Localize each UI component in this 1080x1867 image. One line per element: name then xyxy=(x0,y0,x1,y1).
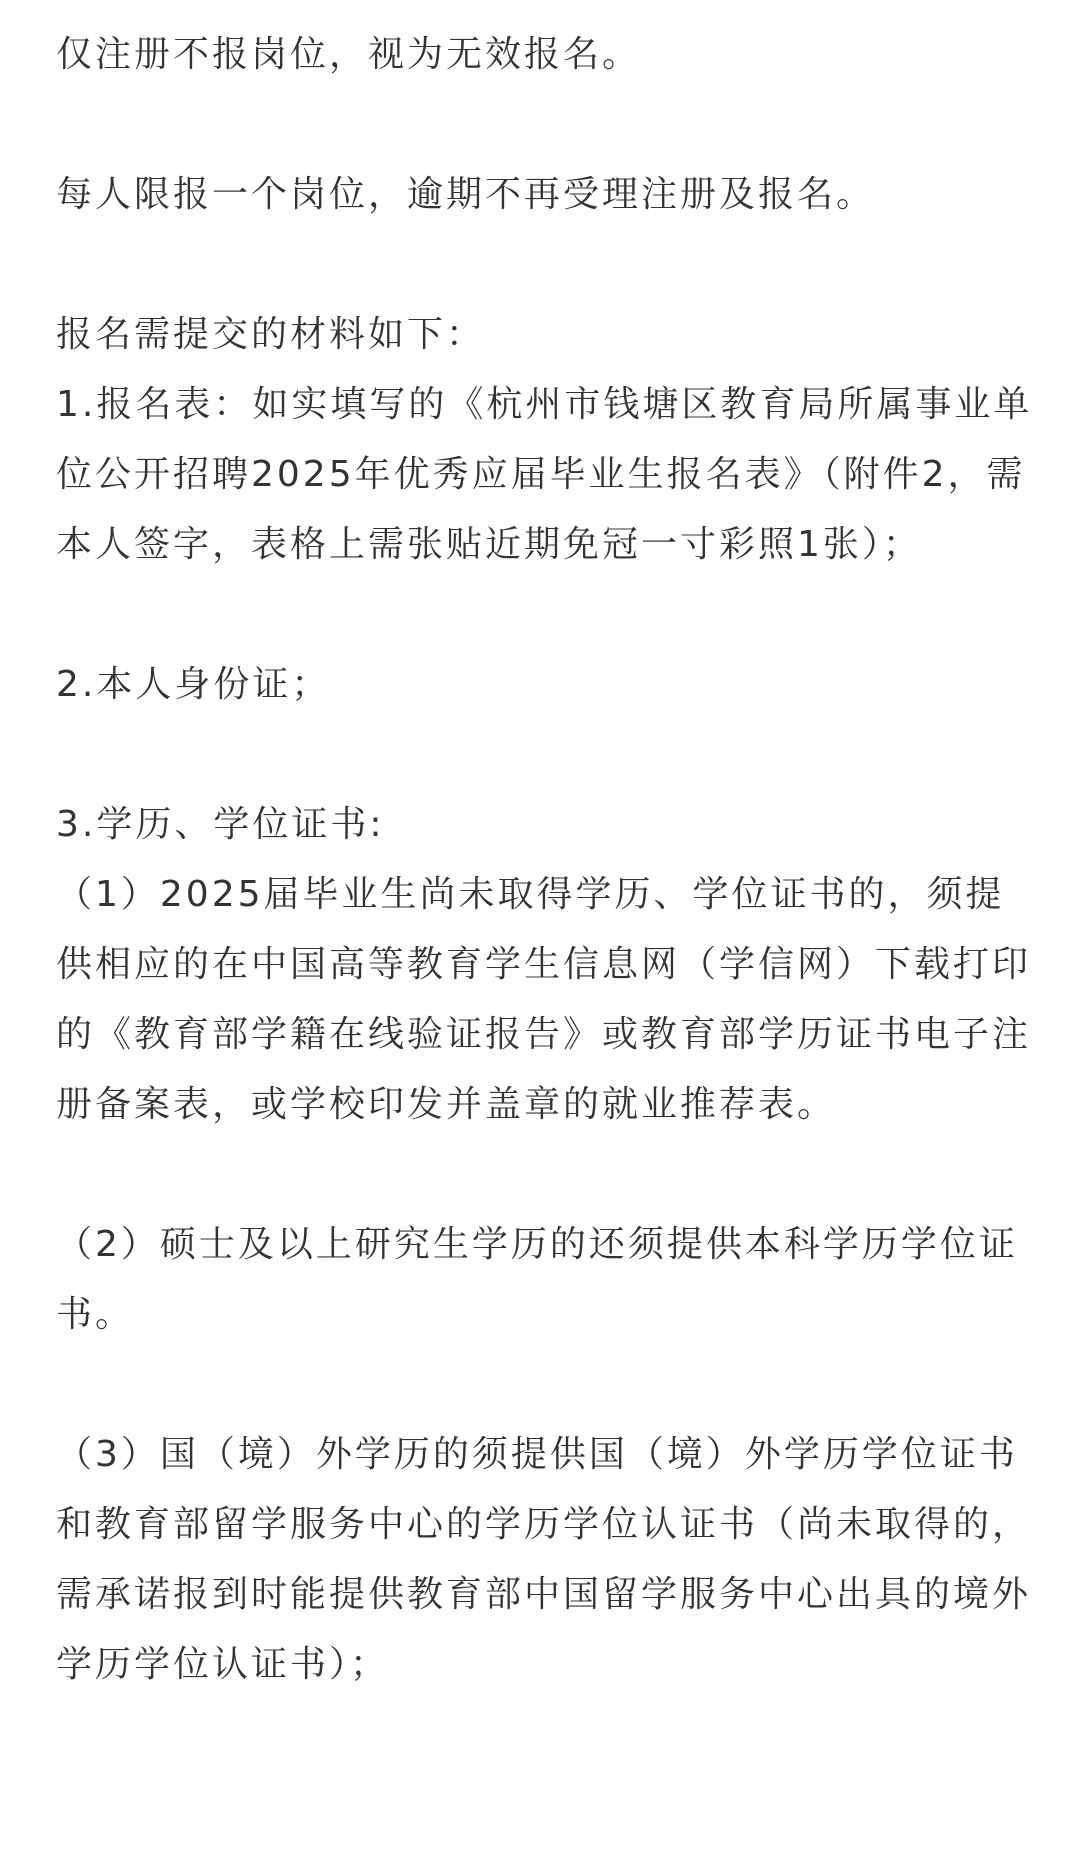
degree-sub-item-postgraduate: （2）硕士及以上研究生学历的还须提供本科学历学位证书。 xyxy=(56,1224,1018,1335)
degree-sub-item-graduates: （1）2025届毕业生尚未取得学历、学位证书的，须提供相应的在中国高等教育学生信息网（学信网）下载打印的《教育部学籍在线验证报告》或教育部学历证书电子注册备案表，或学校印发并盖章的就业推荐表。 xyxy=(56,874,1032,1125)
material-item-degree-heading: 3.学历、学位证书: xyxy=(56,804,385,845)
degree-sub-item-overseas: （3）国（境）外学历的须提供国（境）外学历学位证书和教育部留学服务中心的学历学位认证书（尚未取得的，需承诺报到时能提供教育部中国留学服务中心出具的境外学历学位认证书）； xyxy=(56,1434,1032,1685)
materials-heading: 报名需提交的材料如下： xyxy=(56,314,486,355)
material-item-application-form: 1.报名表：如实填写的《杭州市钱塘区教育局所属事业单位公开招聘2025年优秀应届毕业生报名表》（附件2，需本人签字，表格上需张贴近期免冠一寸彩照1张）； xyxy=(56,384,1033,565)
article-body xyxy=(56,20,1036,1700)
notice-one-position-limit: 每人限报一个岗位，逾期不再受理注册及报名。 xyxy=(56,174,876,215)
notice-invalid-registration: 仅注册不报岗位，视为无效报名。 xyxy=(56,34,642,75)
material-item-id-card: 2.本人身份证； xyxy=(56,664,331,705)
